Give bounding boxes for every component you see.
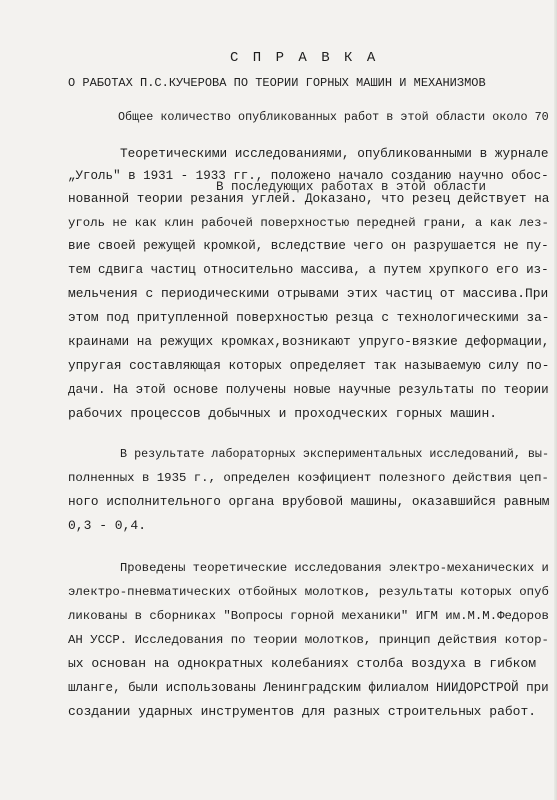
- paragraph3-line: АН УССР. Исследования по теории молотков, принцип действия котор-: [68, 633, 549, 647]
- paragraph1-line: уголь не как клин рабочей поверхностью передней грани, а как лез-: [68, 216, 549, 230]
- paragraph1-line: краинами на режущих кромках,возникают упруго-вязкие деформации,: [68, 334, 550, 349]
- paragraph3-line: создании ударных инструментов для разных строительных работ.: [68, 704, 537, 719]
- paragraph3-line: ликованы в сборниках "Вопросы горной механики" ИГМ им.М.М.Федоров: [68, 609, 549, 623]
- paragraph1-line: „Уголь" в 1931 - 1933 гг., положено начало созданию научно обос-: [68, 169, 549, 183]
- paragraph3-line: шланге, были использованы Ленинградским филиалом НИИДОРСТРОЙ при: [68, 681, 549, 695]
- paragraph1-line: мельчения с периодическими отрывами этих частиц от массива.При: [68, 286, 549, 301]
- paragraph3-line: ых основан на однократных колебаниях столба воздуха в гибком: [68, 656, 537, 671]
- summary-line: Общее количество опубликованных работ в этой области около 70: [118, 110, 549, 124]
- paragraph1-line: этом под притупленной поверхностью резца с технологическими за-: [68, 310, 550, 325]
- paragraph1-line: тем сдвига частиц относительно массива, а путем хрупкого его из-: [68, 263, 549, 277]
- paragraph3-line: электро-пневматических отбойных молотков, результаты которых опуб: [68, 585, 549, 599]
- paragraph1-line: нованной теории резания углей. Доказано, что резец действует на: [68, 191, 550, 206]
- paragraph1-line: вие своей режущей кромкой, вследствие чего он разрушается не пу-: [68, 239, 549, 253]
- paragraph3-line: Проведены теоретические исследования электро-механических и: [120, 561, 549, 575]
- paragraph1-line: рабочих процессов добычных и проходческих горных машин.: [68, 406, 498, 421]
- handwritten-insertion: В последующих работах в этой области: [216, 180, 487, 194]
- paragraph1-line: Теоретическими исследованиями, опубликованными в журнале: [120, 146, 549, 161]
- paragraph2-line: 0,3 - 0,4.: [68, 518, 147, 533]
- document-subtitle: О РАБОТАХ П.С.КУЧЕРОВА ПО ТЕОРИИ ГОРНЫХ МАШИН И МЕХАНИЗМОВ: [68, 76, 486, 90]
- paragraph2-line: полненных в 1935 г., определен коэфициент полезного действия цеп-: [68, 471, 549, 485]
- paragraph2-line: В результате лабораторных экспериментальных исследований, вы-: [120, 447, 549, 461]
- paragraph1-line: упругая составляющая которых определяет так называемую силу по-: [68, 358, 550, 373]
- document-title: С П Р А В К А: [230, 50, 379, 66]
- paragraph2-line: ного исполнительного органа врубовой машины, оказавшийся равным: [68, 494, 550, 509]
- paragraph1-line: дачи. На этой основе получены новые научные результаты по теории: [68, 383, 549, 397]
